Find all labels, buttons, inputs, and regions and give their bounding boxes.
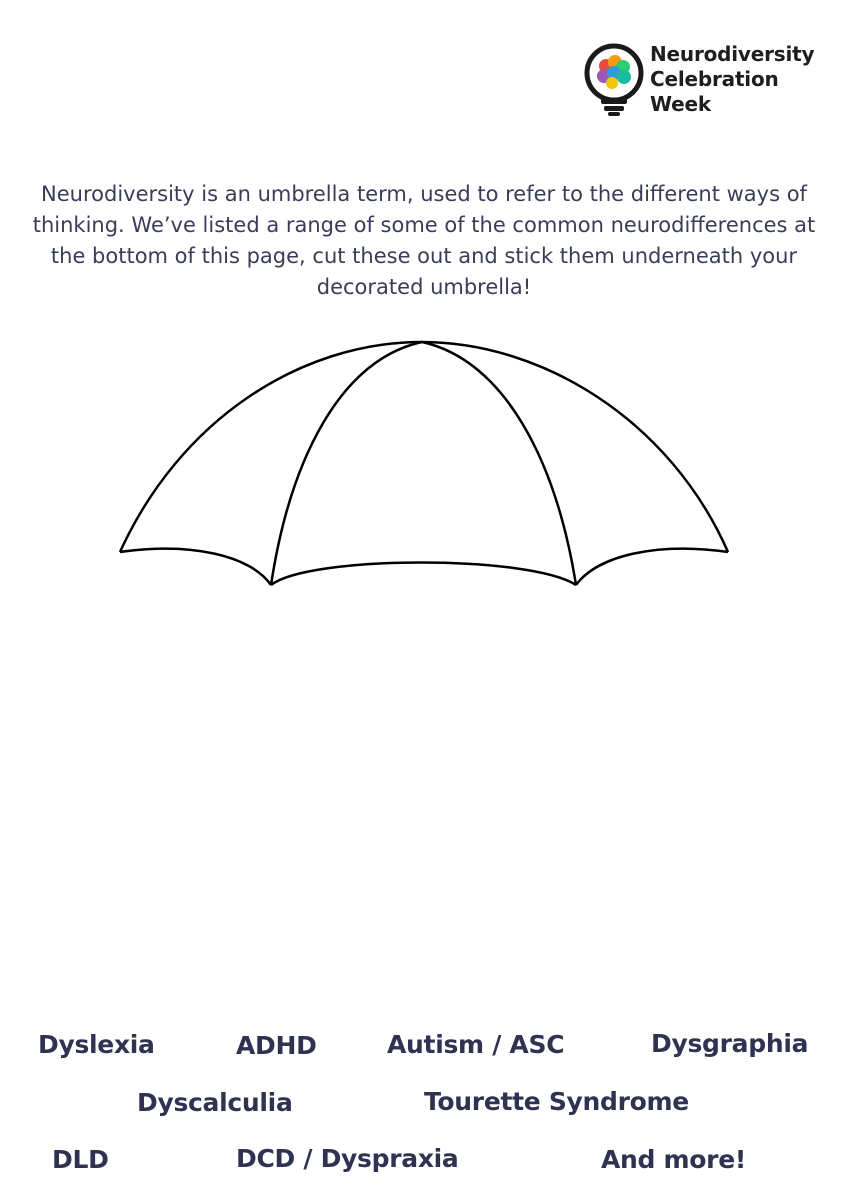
umbrella-scallop-2 — [271, 563, 576, 586]
term-dysgraphia: Dysgraphia — [651, 1029, 809, 1058]
term-and-more: And more! — [601, 1145, 746, 1174]
intro-text: Neurodiversity is an umbrella term, used to refer to the different ways of thinking. We’ve listed a range of some of the common neurodifferences at the bottom of this page, cut these out and stick them underneath your decorated umbrella! — [32, 182, 816, 299]
logo-line-3: Week — [650, 92, 711, 116]
lightbulb-brain-icon — [584, 42, 646, 118]
term-autism: Autism / ASC — [387, 1030, 565, 1059]
term-dcd: DCD / Dyspraxia — [236, 1144, 459, 1173]
umbrella-scallop-1 — [120, 549, 271, 585]
term-dld: DLD — [52, 1145, 109, 1174]
umbrella-rib-right — [422, 342, 576, 585]
umbrella-canopy-top — [120, 342, 728, 552]
term-dyslexia: Dyslexia — [38, 1030, 155, 1059]
umbrella-outline — [110, 330, 740, 600]
umbrella-scallop-3 — [576, 549, 728, 585]
logo-line-1: Neurodiversity — [650, 42, 815, 66]
logo-line-2: Celebration — [650, 67, 779, 91]
term-adhd: ADHD — [236, 1031, 317, 1060]
term-tourette: Tourette Syndrome — [424, 1087, 689, 1116]
term-dyscalculia: Dyscalculia — [137, 1088, 293, 1117]
logo — [584, 42, 834, 122]
umbrella-rib-left — [271, 342, 422, 585]
